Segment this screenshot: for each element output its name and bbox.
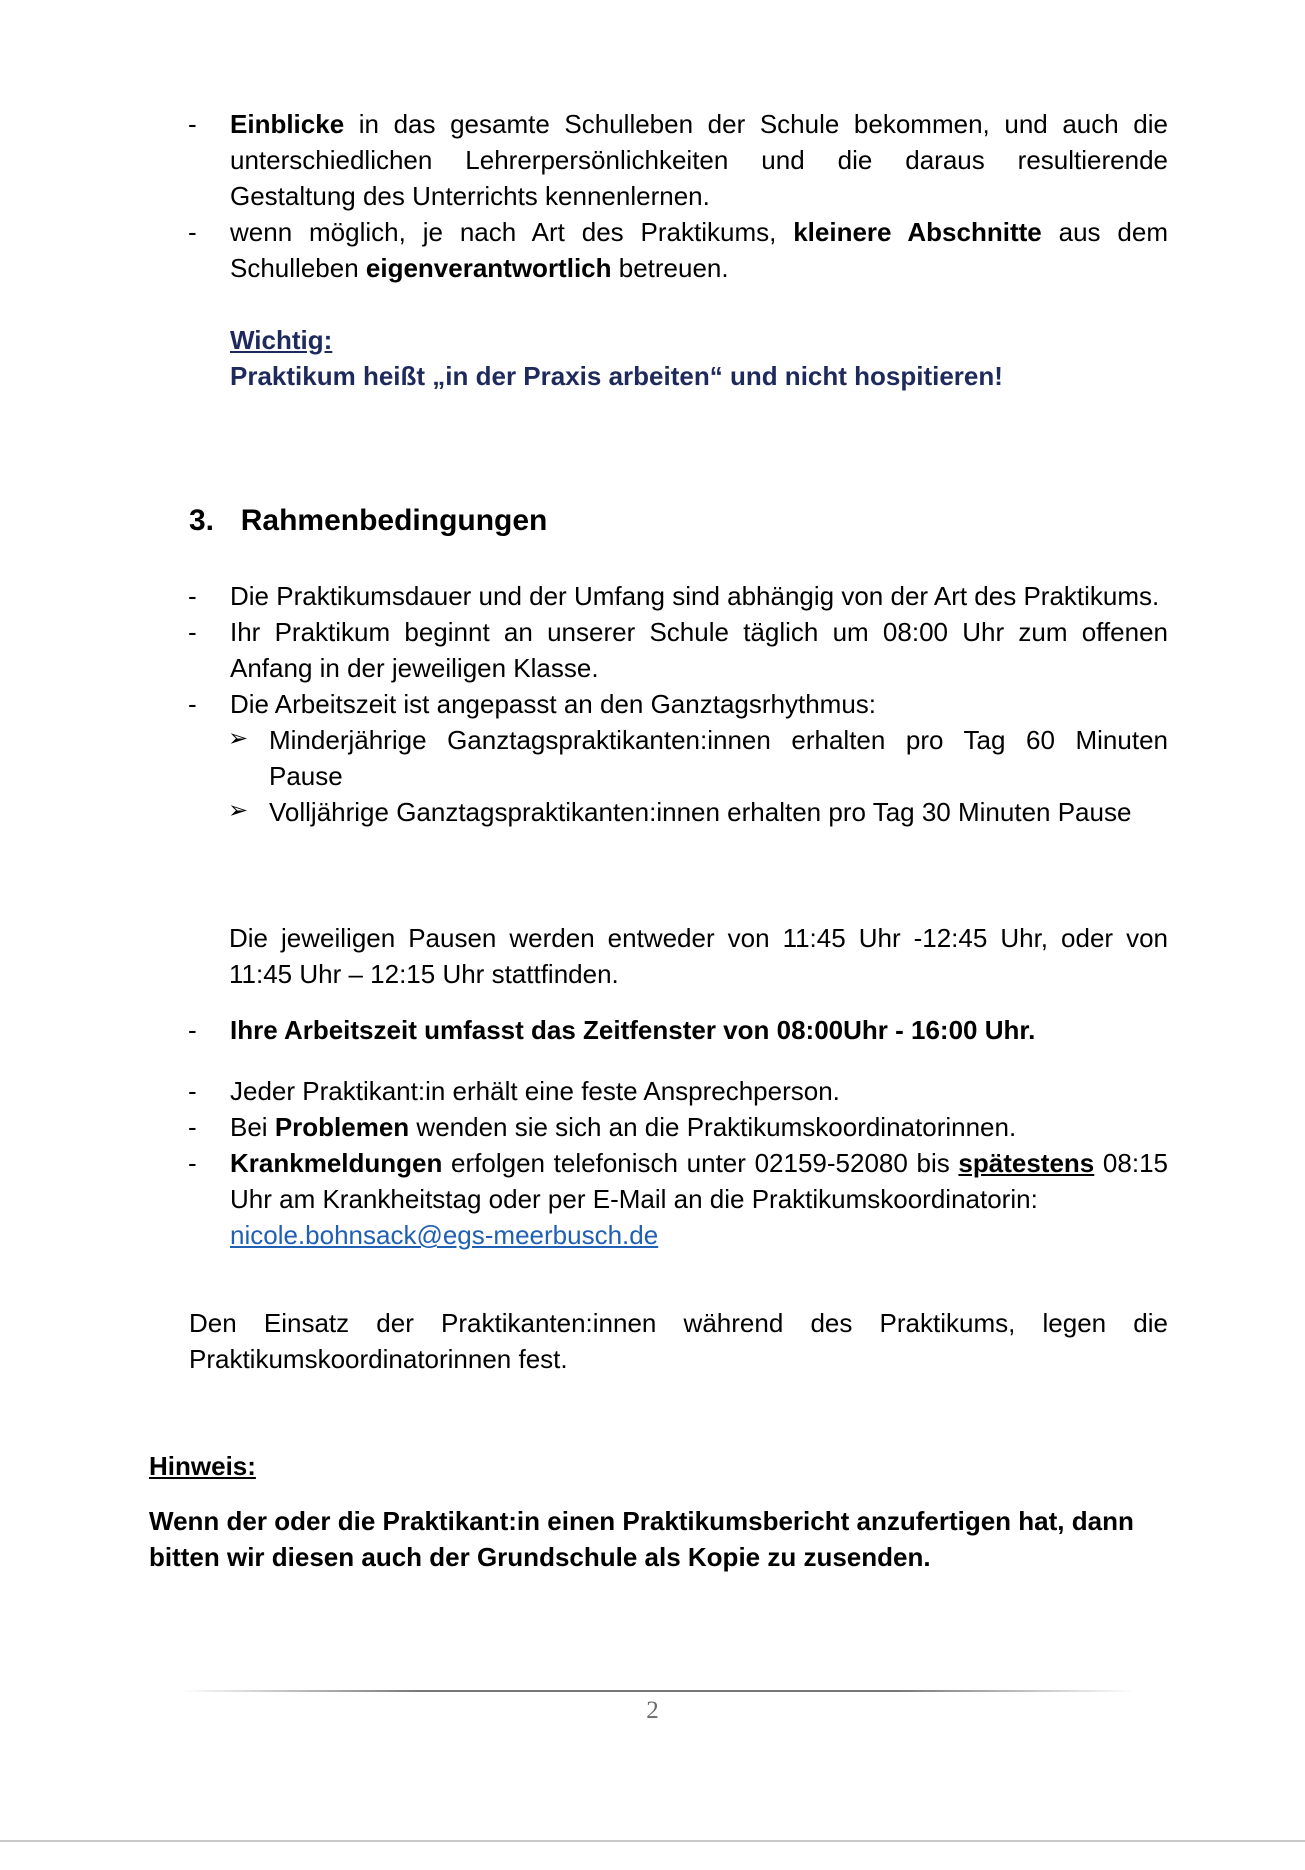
bold-term: eigenverantwortlich [365,253,612,283]
bullet-dash: - [188,581,197,611]
page-bottom-edge [0,1840,1305,1842]
bullet-dash: - [188,1076,197,1106]
section-title: Rahmenbedingungen [240,504,548,537]
bullet-dash: - [188,1112,197,1142]
section-number: 3. [189,504,215,537]
section-heading [189,504,547,538]
sub-list-item: ➢ Volljährige Ganztagspraktikanten:innen erhalten pro Tag 30 Minuten Pause [228,794,1168,830]
important-label: Wichtig: [230,325,333,355]
sub-list-item: ➢ Minderjährige Ganztagspraktikanten:innen erhalten pro Tag 60 Minuten Pause [228,722,1168,794]
contact-list [188,1073,1168,1253]
worktime-text: Ihre Arbeitszeit umfasst das Zeitfenster von 08:00Uhr - 16:00 Uhr. [230,1015,1036,1045]
bold-term: Einblicke [230,109,345,139]
list-item: - Krankmeldungen erfolgen telefonisch unter 02159-52080 bis spätestens 08:15 Uhr am Krankheitstag oder per E-Mail an die Praktikumskoordinatorin: nicole.bohnsack@egs-meerbusch.de [188,1145,1168,1253]
intro-list [188,106,1168,286]
bold-term: kleinere Abschnitte [793,217,1042,247]
bullet-dash: - [188,1148,197,1178]
important-text: Praktikum heißt „in der Praxis arbeiten“ und nicht hospitieren! [230,361,1003,391]
important-note [230,322,1170,394]
list-item: - Die Praktikumsdauer und der Umfang sind abhängig von der Art des Praktikums. [188,578,1168,614]
hint-note [149,1448,1168,1575]
list-item: - Jeder Praktikant:in erhält eine feste Ansprechperson. [188,1073,1168,1109]
bullet-dash: - [188,217,197,247]
worktime-item [188,1012,1168,1048]
bullet-dash: - [188,1015,197,1045]
list-item: - Bei Problemen wenden sie sich an die Praktikumskoordinatorinnen. [188,1109,1168,1145]
hint-label: Hinweis: [149,1451,256,1481]
footer-divider [180,1690,1135,1692]
bullet-dash: - [188,689,197,719]
list-item: - Einblicke in das gesamte Schulleben der Schule bekommen, und auch die unterschiedlichen Lehrerpersönlichkeiten und die daraus resultierende Gestaltung des Unterrichts kennenlernen. [188,106,1168,214]
bullet-dash: - [188,109,197,139]
hint-text: Wenn der oder die Praktikant:in einen Praktikumsbericht anzufertigen hat, dann bitten wir diesen auch der Grundschule als Kopie zu zusenden. [149,1506,1134,1572]
list-item: - wenn möglich, je nach Art des Praktikums, kleinere Abschnitte aus dem Schulleben eigenverantwortlich betreuen. [188,214,1168,286]
arrow-bullet-icon: ➢ [228,797,249,824]
email-link[interactable]: nicole.bohnsack@egs-meerbusch.de [230,1220,659,1250]
bullet-dash: - [188,617,197,647]
list-item: - Die Arbeitszeit ist angepasst an den Ganztagsrhythmus: [188,686,1168,722]
assignment-paragraph: Den Einsatz der Praktikanten:innen während des Praktikums, legen die Praktikumskoordinatorinnen fest. [189,1308,1168,1374]
page-number: 2 [646,1697,659,1724]
arrow-bullet-icon: ➢ [228,725,249,752]
list-item: - Ihr Praktikum beginnt an unserer Schule täglich um 08:00 Uhr zum offenen Anfang in der jeweiligen Klasse. [188,614,1168,686]
conditions-list [188,578,1168,830]
pause-note: Die jeweiligen Pausen werden entweder von 11:45 Uhr -12:45 Uhr, oder von 11:45 Uhr – 12:15 Uhr stattfinden. [229,923,1168,989]
